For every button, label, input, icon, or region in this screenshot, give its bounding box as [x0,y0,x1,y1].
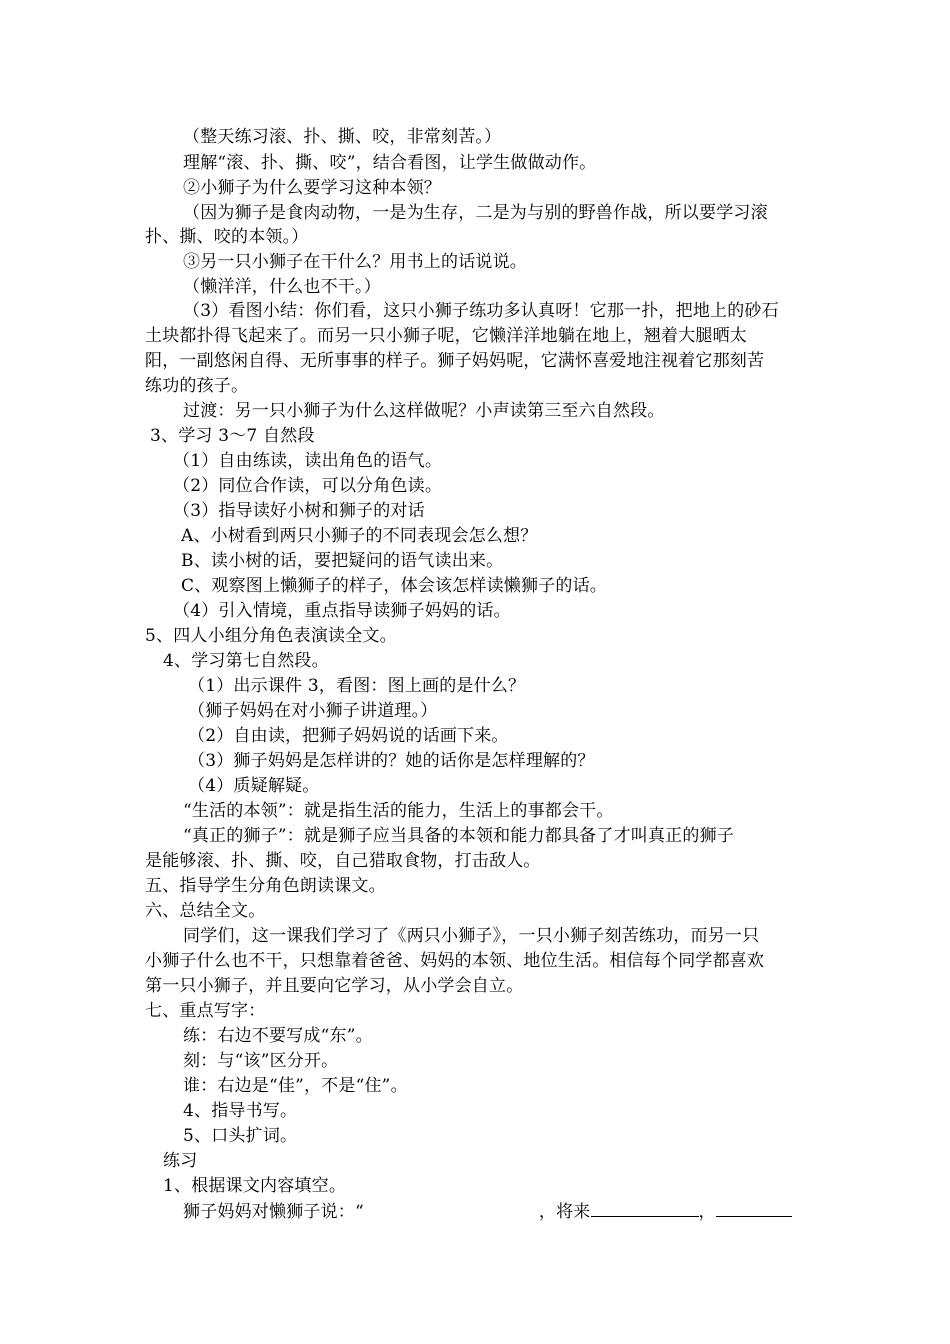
text-line: 理解“滚、扑、撕、咬”，结合看图，让学生做做动作。 [183,153,597,173]
section-heading: 练习 [163,1151,198,1171]
text-line: 过渡：另一只小狮子为什么这样做呢？小声读第三至六自然段。 [183,401,665,421]
text-line: （因为狮子是食肉动物，一是为生存，二是为与别的野兽作战，所以要学习滚 [183,203,768,223]
text-line: “生活的本领”：就是指生活的能力，生活上的事都会干。 [183,801,614,821]
text-line: “真正的狮子”：就是狮子应当具备的本领和能力都具备了才叫真正的狮子 [183,826,734,846]
section-heading: 七、重点写字： [145,1001,266,1021]
section-heading: 3、学习 3～7 自然段 [150,426,315,446]
text-line: 土块都扑得飞起来了。而另一只小狮子呢，它懒洋洋地躺在地上，翘着大腿晒太 [145,326,747,346]
text-line: （懒洋洋，什么也不干。） [183,277,381,297]
answer-blank[interactable] [716,1200,792,1217]
text-line: 4、指导书写。 [183,1101,298,1121]
text-line: 是能够滚、扑、撕、咬，自己猎取食物，打击敌人。 [145,851,541,871]
text-line: ②小狮子为什么要学习这种本领？ [183,178,441,198]
fill-prefix: 狮子妈妈对懒狮子说：“ [183,1202,364,1222]
text-line: （2）自由读，把狮子妈妈说的话画下来。 [188,726,509,746]
text-line: （1）自由练读，读出角色的语气。 [173,451,443,471]
text-line: 第一只小狮子，并且要向它学习，从小学会自立。 [145,976,524,996]
text-line: 1、根据课文内容填空。 [163,1176,347,1196]
text-line: （1）出示课件 3，看图：图上画的是什么？ [188,676,526,696]
text-line: （4）质疑解疑。 [188,776,320,796]
text-line: （3）指导读好小树和狮子的对话 [173,501,425,521]
text-line: 刻：与“该”区分开。 [183,1051,339,1071]
text-line: 5、口头扩词。 [183,1126,298,1146]
section-heading: 5、四人小组分角色表演读全文。 [145,626,397,646]
text-line: 谁：右边是“佳”，不是“住”。 [183,1076,408,1096]
fill-separator: ， [698,1202,716,1222]
fill-in-line [183,1200,792,1223]
text-line: 同学们，这一课我们学习了《两只小狮子》，一只小狮子刻苦练功，而另一只 [183,926,760,946]
text-line: B、读小树的话，要把疑问的语气读出来。 [181,551,504,571]
text-line: 扑、撕、咬的本领。） [145,227,309,247]
text-line: 阳，一副悠闲自得、无所事事的样子。狮子妈妈呢，它满怀喜爱地注视着它那刻苦 [145,351,765,371]
fill-middle: ，将来 [538,1202,591,1222]
text-line: 小狮子什么也不干，只想靠着爸爸、妈妈的本领、地位生活。相信每个同学都喜欢 [145,951,765,971]
section-heading: 4、学习第七自然段。 [163,651,329,671]
text-line: （2）同位合作读，可以分角色读。 [173,476,443,496]
text-line: ③另一只小狮子在干什么？用书上的话说说。 [183,252,527,272]
section-heading: 六、总结全文。 [145,901,266,921]
text-line: 练功的孩子。 [145,376,249,396]
answer-blank[interactable] [591,1200,699,1217]
text-line: （整天练习滚、扑、撕、咬，非常刻苦。） [183,127,502,147]
text-line: （3）看图小结：你们看，这只小狮子练功多认真呀！它那一扑，把地上的砂石 [183,301,779,321]
text-line: A、小树看到两只小狮子的不同表现会怎么想？ [181,526,538,546]
text-line: （3）狮子妈妈是怎样讲的？她的话你是怎样理解的？ [188,751,595,771]
text-line: C、观察图上懒狮子的样子，体会该怎样读懒狮子的话。 [181,576,608,596]
text-line: 练：右边不要写成“东”。 [183,1026,373,1046]
section-heading: 五、指导学生分角色朗读课文。 [145,876,386,896]
text-line: （狮子妈妈在对小狮子讲道理。） [188,701,438,721]
text-line: （4）引入情境，重点指导读狮子妈妈的话。 [173,601,511,621]
